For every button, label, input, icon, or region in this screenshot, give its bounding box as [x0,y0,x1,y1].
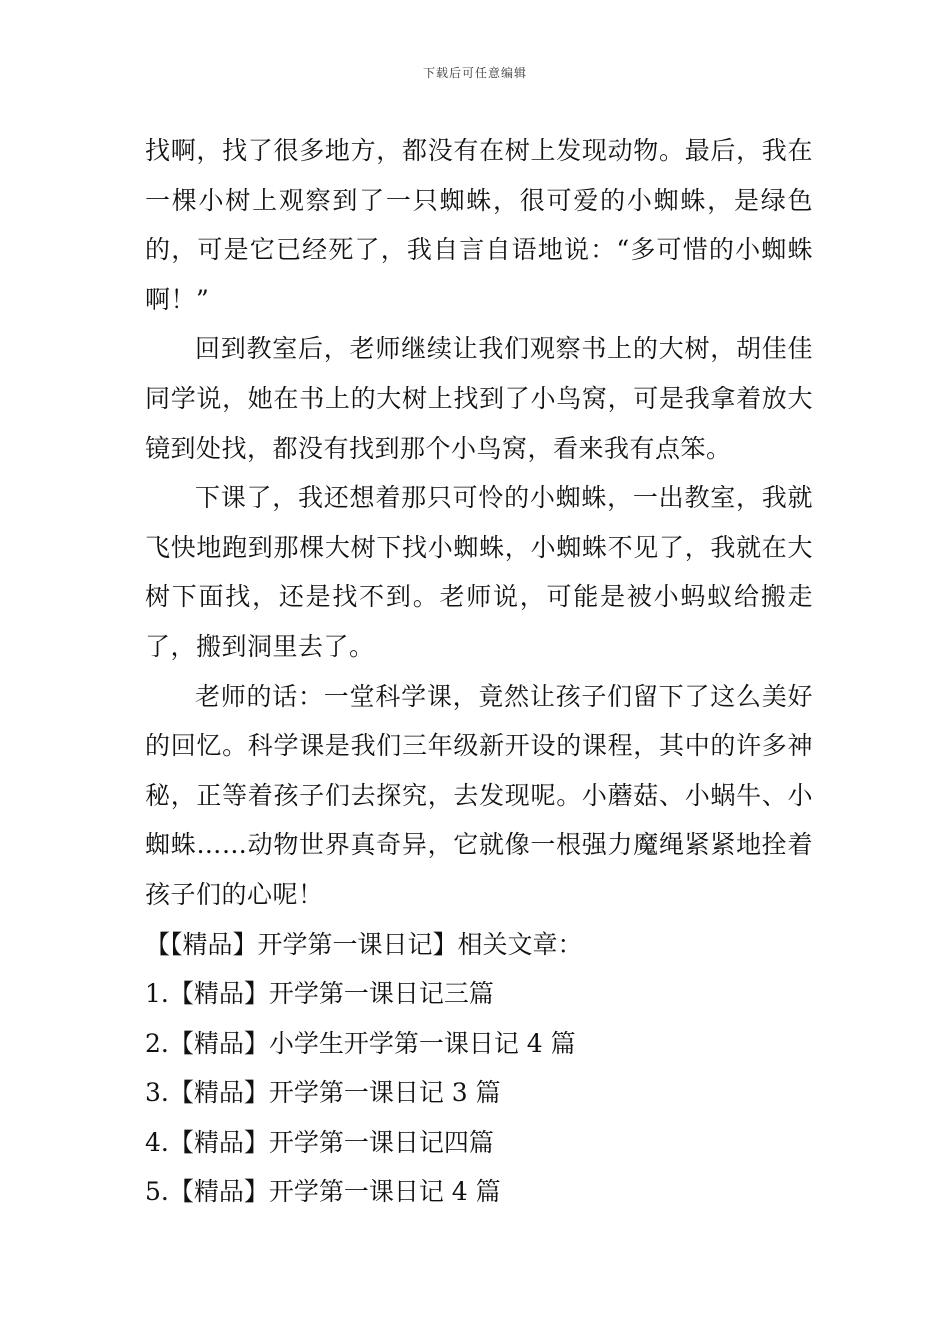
paragraph-1: 找啊，找了很多地方，都没有在树上发现动物。最后，我在一棵小树上观察到了一只蜘蛛，很可爱的小蜘蛛，是绿色的，可是它已经死了，我自言自语地说：“多可惜的小蜘蛛啊！” [145,136,813,314]
document-body [145,126,813,1217]
paragraph-3: 下课了，我还想着那只可怜的小蜘蛛，一出教室，我就飞快地跑到那棵大树下找小蜘蛛，小蜘蛛不见了，我就在大树下面找，还是找不到。老师说，可能是被小蚂蚁给搬走了，搬到洞里去了。 [145,483,813,661]
related-article-5[interactable]: 5.【精品】开学第一课日记 4 篇 [145,1177,501,1207]
paragraph-4: 老师的话：一堂科学课，竟然让孩子们留下了这么美好的回忆。科学课是我们三年级新开设的课程，其中的许多神秘，正等着孩子们去探究，去发现呢。小蘑菇、小蜗牛、小蜘蛛……动物世界真奇异，它就像一根强力魔绳紧紧地拴着孩子们的心呢！ [145,681,813,909]
page-header: 下载后可任意编辑 [422,66,527,80]
related-article-1[interactable]: 1.【精品】开学第一课日记三篇 [145,979,494,1009]
paragraph-2: 回到教室后，老师继续让我们观察书上的大树，胡佳佳同学说，她在书上的大树上找到了小鸟窝，可是我拿着放大镜到处找，都没有找到那个小鸟窝，看来我有点笨。 [145,334,813,463]
related-article-3[interactable]: 3.【精品】开学第一课日记 3 篇 [145,1078,501,1108]
related-articles-title: 【【精品】开学第一课日记】相关文章： [145,929,583,959]
related-article-2[interactable]: 2.【精品】小学生开学第一课日记 4 篇 [145,1028,576,1058]
related-article-4[interactable]: 4.【精品】开学第一课日记四篇 [145,1127,494,1157]
